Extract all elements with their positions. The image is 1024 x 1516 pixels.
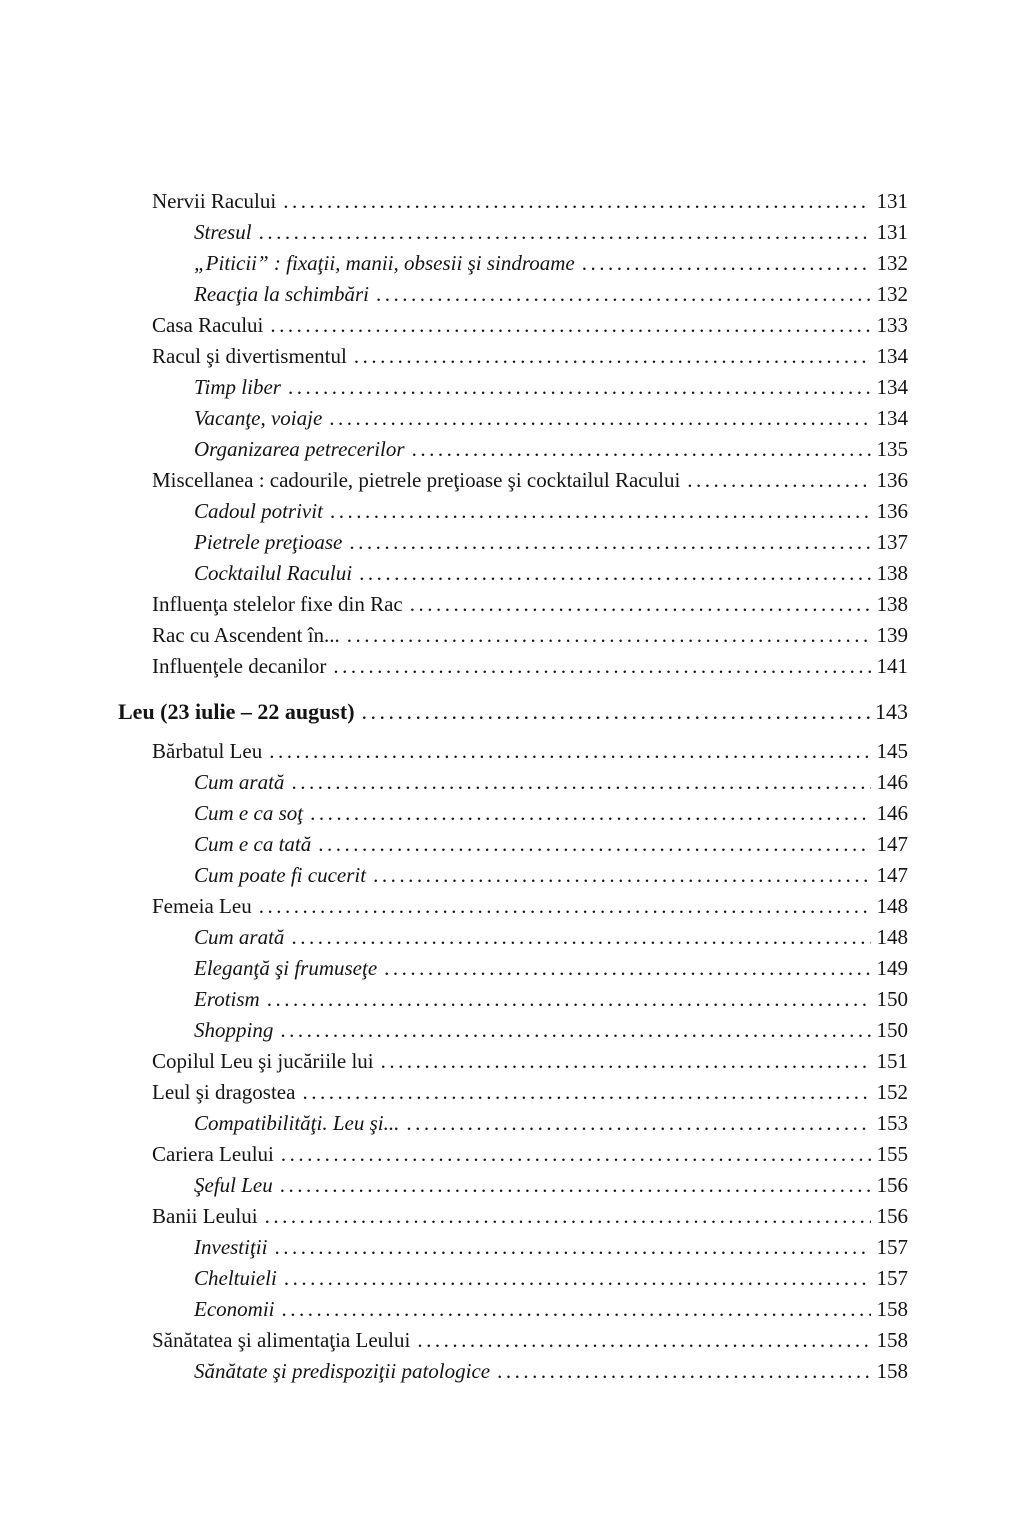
toc-entry-label: Cariera Leului xyxy=(152,1142,274,1166)
toc-entry-page: 148 xyxy=(876,894,908,918)
toc-entry-page: 134 xyxy=(876,406,908,430)
toc-dot-leader xyxy=(259,891,871,922)
toc-dot-leader xyxy=(497,1356,871,1387)
toc-entry xyxy=(118,279,908,310)
toc-entry-label: Shopping xyxy=(194,1018,274,1042)
toc-dot-leader xyxy=(291,922,871,953)
toc-dot-leader xyxy=(329,403,871,434)
toc-entry-label: Nervii Racului xyxy=(152,189,277,213)
toc-entry xyxy=(118,1356,908,1387)
toc-entry xyxy=(118,403,908,434)
toc-dot-leader xyxy=(347,620,871,651)
toc-entry xyxy=(118,829,908,860)
toc-entry xyxy=(118,1294,908,1325)
toc-entry-label: Cocktailul Racului xyxy=(194,561,353,585)
toc-dot-leader xyxy=(354,341,871,372)
toc-entry xyxy=(118,186,908,217)
toc-entry xyxy=(118,736,908,767)
toc-entry-page: 135 xyxy=(876,437,908,461)
toc-dot-leader xyxy=(302,1077,871,1108)
toc-entry-page: 158 xyxy=(876,1359,908,1383)
toc-dot-leader xyxy=(406,1108,871,1139)
toc-entry-page: 150 xyxy=(876,987,908,1011)
toc-entry xyxy=(118,798,908,829)
toc-entry-page: 137 xyxy=(876,530,908,554)
toc-entry-page: 158 xyxy=(876,1297,908,1321)
toc-entry-page: 134 xyxy=(876,344,908,368)
toc-entry-label: Influenţele decanilor xyxy=(152,654,327,678)
toc-entry-page: 136 xyxy=(876,468,908,492)
toc-entry xyxy=(118,1232,908,1263)
toc-entry-label: Cum arată xyxy=(194,925,285,949)
toc-entry-page: 138 xyxy=(876,561,908,585)
toc-entry xyxy=(118,434,908,465)
toc-entry-label: Sănătate şi predispoziţii patologice xyxy=(194,1359,491,1383)
toc-entry-page: 134 xyxy=(876,375,908,399)
toc-entry-label: Erotism xyxy=(194,987,260,1011)
toc-dot-leader xyxy=(381,1046,871,1077)
toc-entry-label: Banii Leului xyxy=(152,1204,258,1228)
toc-entry xyxy=(118,248,908,279)
toc-dot-leader xyxy=(291,767,871,798)
toc-entry-label: Femeia Leu xyxy=(152,894,252,918)
toc-entry-page: 151 xyxy=(876,1049,908,1073)
toc-entry xyxy=(118,558,908,589)
toc-dot-leader xyxy=(376,279,871,310)
toc-entry-label: Cum arată xyxy=(194,770,285,794)
toc-entry-label: Leul şi dragostea xyxy=(152,1080,296,1104)
toc-entry-page: 147 xyxy=(876,832,908,856)
toc-dot-leader xyxy=(384,953,871,984)
toc-entry-label: Eleganţă şi frumuseţe xyxy=(194,956,378,980)
toc-entry-page: 145 xyxy=(876,739,908,763)
toc-entry xyxy=(118,620,908,651)
toc-entry xyxy=(118,341,908,372)
toc-dot-leader xyxy=(284,1263,871,1294)
toc-entry-label: Racul şi divertismentul xyxy=(152,344,347,368)
toc-entry-page: 141 xyxy=(876,654,908,678)
toc-entry-label: Cum e ca tată xyxy=(194,832,312,856)
toc-entry-label: Miscellanea : cadourile, pietrele preţioase şi cocktailul Racului xyxy=(152,468,681,492)
toc-dot-leader xyxy=(330,496,871,527)
toc-entry xyxy=(118,695,908,729)
toc-entry-page: 149 xyxy=(876,956,908,980)
toc-entry xyxy=(118,1201,908,1232)
toc-entry-label: Vacanţe, voiaje xyxy=(194,406,323,430)
toc-dot-leader xyxy=(288,372,871,403)
toc-entry xyxy=(118,310,908,341)
toc-entry-label: Influenţa stelelor fixe din Rac xyxy=(152,592,403,616)
toc-entry-label: Economii xyxy=(194,1297,275,1321)
toc-entry xyxy=(118,1170,908,1201)
toc-entry xyxy=(118,465,908,496)
toc-entry-page: 158 xyxy=(876,1328,908,1352)
toc-entry-page: 147 xyxy=(876,863,908,887)
toc-dot-leader xyxy=(280,1015,871,1046)
toc-dot-leader xyxy=(359,558,871,589)
toc-entry-label: Compatibilităţi. Leu şi... xyxy=(194,1111,400,1135)
toc-entry xyxy=(118,953,908,984)
toc-dot-leader xyxy=(310,798,871,829)
toc-entry-page: 153 xyxy=(876,1111,908,1135)
toc-entry-page: 133 xyxy=(876,313,908,337)
toc-dot-leader xyxy=(280,1170,871,1201)
toc-dot-leader xyxy=(582,248,871,279)
toc-entry-page: 150 xyxy=(876,1018,908,1042)
toc-entry xyxy=(118,1263,908,1294)
toc-entry-page: 156 xyxy=(876,1204,908,1228)
toc-dot-leader xyxy=(265,1201,871,1232)
toc-entry-label: Casa Racului xyxy=(152,313,264,337)
toc-entry-label: Reacţia la schimbări xyxy=(194,282,369,306)
toc-entry-page: 143 xyxy=(875,699,908,724)
toc-dot-leader xyxy=(410,589,871,620)
toc-dot-leader xyxy=(281,1294,871,1325)
toc-entry-page: 146 xyxy=(876,801,908,825)
toc-entry xyxy=(118,1139,908,1170)
toc-entry-page: 136 xyxy=(876,499,908,523)
toc-dot-leader xyxy=(270,310,871,341)
toc-entry-label: Rac cu Ascendent în... xyxy=(152,623,340,647)
toc-dot-leader xyxy=(259,217,871,248)
toc-entry-page: 139 xyxy=(876,623,908,647)
toc-dot-leader xyxy=(349,527,871,558)
toc-entry xyxy=(118,651,908,682)
toc-entry xyxy=(118,984,908,1015)
toc-entry-label: Cheltuieli xyxy=(194,1266,277,1290)
toc-dot-leader xyxy=(333,651,871,682)
toc-entry-label: „Piticii” : fixaţii, manii, obsesii şi sindroame xyxy=(194,251,575,275)
toc-dot-leader xyxy=(283,186,871,217)
toc-entry-label: Sănătatea şi alimentaţia Leului xyxy=(152,1328,411,1352)
toc-entry xyxy=(118,217,908,248)
toc-entry-label: Organizarea petrecerilor xyxy=(194,437,405,461)
toc-entry-label: Investiţii xyxy=(194,1235,268,1259)
toc-entry xyxy=(118,1015,908,1046)
toc-entry-page: 132 xyxy=(876,282,908,306)
toc-entry-label: Timp liber xyxy=(194,375,281,399)
toc-entry-label: Stresul xyxy=(194,220,252,244)
toc-dot-leader xyxy=(267,984,871,1015)
toc-entry-label: Copilul Leu şi jucăriile lui xyxy=(152,1049,374,1073)
toc-entry-page: 148 xyxy=(876,925,908,949)
toc-entry-page: 157 xyxy=(876,1266,908,1290)
toc-entry-label: Pietrele preţioase xyxy=(194,530,343,554)
toc-entry-page: 131 xyxy=(876,220,908,244)
toc-entry xyxy=(118,527,908,558)
toc-dot-leader xyxy=(412,434,871,465)
toc-dot-leader xyxy=(269,736,871,767)
toc-dot-leader xyxy=(687,465,871,496)
toc-entry-label: Şeful Leu xyxy=(194,1173,273,1197)
toc-entry xyxy=(118,891,908,922)
toc-entry xyxy=(118,1046,908,1077)
toc-entry-page: 132 xyxy=(876,251,908,275)
toc-entry-label: Bărbatul Leu xyxy=(152,739,263,763)
toc-entry xyxy=(118,1325,908,1356)
toc-entry-page: 157 xyxy=(876,1235,908,1259)
toc-entry-label: Leu (23 iulie – 22 august) xyxy=(118,699,355,724)
toc-dot-leader xyxy=(274,1232,871,1263)
toc-entry-page: 156 xyxy=(876,1173,908,1197)
toc-dot-leader xyxy=(417,1325,871,1356)
toc-entry-page: 146 xyxy=(876,770,908,794)
toc-entry xyxy=(118,860,908,891)
table-of-contents xyxy=(118,186,908,1387)
toc-entry xyxy=(118,589,908,620)
toc-entry-page: 131 xyxy=(876,189,908,213)
toc-entry xyxy=(118,922,908,953)
toc-dot-leader xyxy=(362,695,871,729)
toc-dot-leader xyxy=(318,829,871,860)
toc-entry-label: Cadoul potrivit xyxy=(194,499,323,523)
toc-entry xyxy=(118,372,908,403)
toc-entry-page: 155 xyxy=(876,1142,908,1166)
toc-entry-label: Cum poate fi cucerit xyxy=(194,863,367,887)
toc-entry-page: 138 xyxy=(876,592,908,616)
toc-entry xyxy=(118,767,908,798)
toc-dot-leader xyxy=(373,860,871,891)
toc-entry-page: 152 xyxy=(876,1080,908,1104)
toc-entry-label: Cum e ca soţ xyxy=(194,801,304,825)
toc-entry xyxy=(118,496,908,527)
toc-dot-leader xyxy=(281,1139,871,1170)
toc-entry xyxy=(118,1108,908,1139)
toc-entry xyxy=(118,1077,908,1108)
